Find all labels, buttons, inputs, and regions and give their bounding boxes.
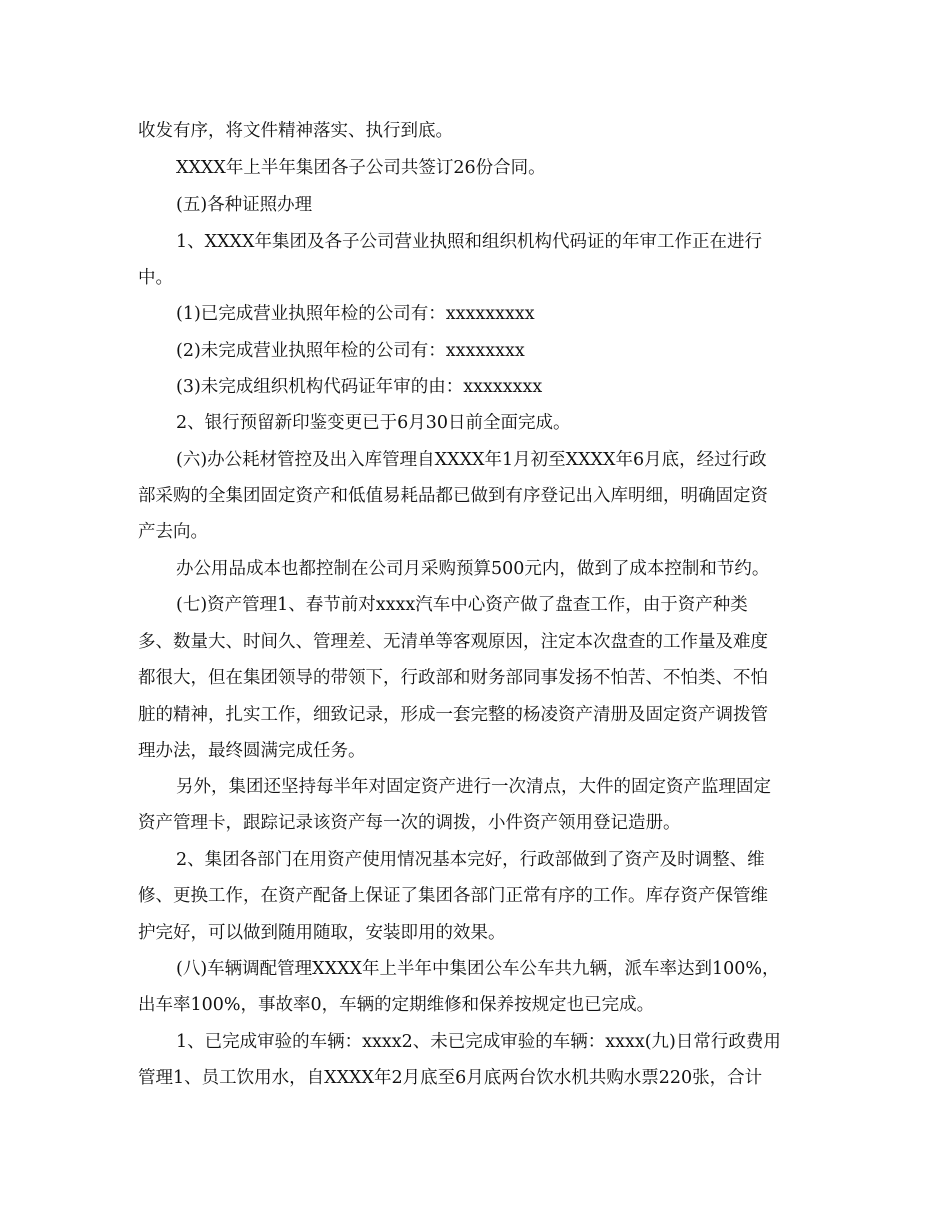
text-line-content: 产去向。 <box>138 522 208 542</box>
text-line-content: 管理1、员工饮用水，自XXXX年2月底至6月底两台饮水机共购水票220张，合计 <box>138 1068 763 1088</box>
text-line-content: 理办法，最终圆满完成任务。 <box>138 741 366 761</box>
text-line-content: (2)未完成营业执照年检的公司有：xxxxxxxx <box>176 341 525 361</box>
text-line-content: (六)办公耗材管控及出入库管理自XXXX年1月初至XXXX年6月底，经过行政 <box>176 450 767 470</box>
text-line-content: 1、已完成审验的车辆：xxxx2、未已完成审验的车辆：xxxx(九)日常行政费用 <box>176 1032 781 1052</box>
text-line-content: 资产管理卡，跟踪记录该资产每一次的调拨，小件资产领用登记造册。 <box>138 813 681 833</box>
text-line-content: 多、数量大、时间久、管理差、无清单等客观原因，注定本次盘查的工作量及难度 <box>138 632 768 652</box>
section-heading-text: (五)各种证照办理 <box>176 195 313 215</box>
text-line-content: 收发有序，将文件精神落实、执行到底。 <box>138 121 453 141</box>
text-line-content: 另外，集团还坚持每半年对固定资产进行一次清点，大件的固定资产监理固定 <box>176 777 771 797</box>
text-line-content: 出车率100%，事故率0，车辆的定期维修和保养按规定也已完成。 <box>138 995 655 1015</box>
text-line-content: 修、更换工作，在资产配备上保证了集团各部门正常有序的工作。库存资产保管维 <box>138 886 768 906</box>
text-line-content: (七)资产管理1、春节前对xxxx汽车中心资产做了盘查工作，由于资产种类 <box>176 595 748 615</box>
text-line-content: 护完好，可以做到随用随取，安装即用的效果。 <box>138 923 506 943</box>
text-line-content: 部采购的全集团固定资产和低值易耗品都已做到有序登记出入库明细，明确固定资 <box>138 486 768 506</box>
text-line-content: XXXX年上半年集团各子公司共签订26份合同。 <box>176 158 546 178</box>
text-line-content: 都很大，但在集团领导的带领下，行政部和财务部同事发扬不怕苦、不怕类、不怕 <box>138 668 768 688</box>
text-line-content: (八)车辆调配管理XXXX年上半年中集团公车公车共九辆，派车率达到100%， <box>176 959 780 979</box>
text-line-content: 2、集团各部门在用资产使用情况基本完好，行政部做到了资产及时调整、维 <box>176 850 765 870</box>
text-line-content: 办公用品成本也都控制在公司月采购预算500元内，做到了成本控制和节约。 <box>176 559 770 579</box>
text-line-content: (3)未完成组织机构代码证年审的由：xxxxxxxx <box>176 377 543 397</box>
text-line-content: 脏的精神，扎实工作，细致记录，形成一套完整的杨凌资产清册及固定资产调拨管 <box>138 705 768 725</box>
text-line-content: 中。 <box>138 268 173 288</box>
text-line-content: (1)已完成营业执照年检的公司有：xxxxxxxxx <box>176 304 535 324</box>
text-line-content: 1、XXXX年集团及各子公司营业执照和组织机构代码证的年审工作正在进行 <box>176 232 762 252</box>
text-line-content: 2、银行预留新印鉴变更已于6月30日前全面完成。 <box>176 413 571 433</box>
